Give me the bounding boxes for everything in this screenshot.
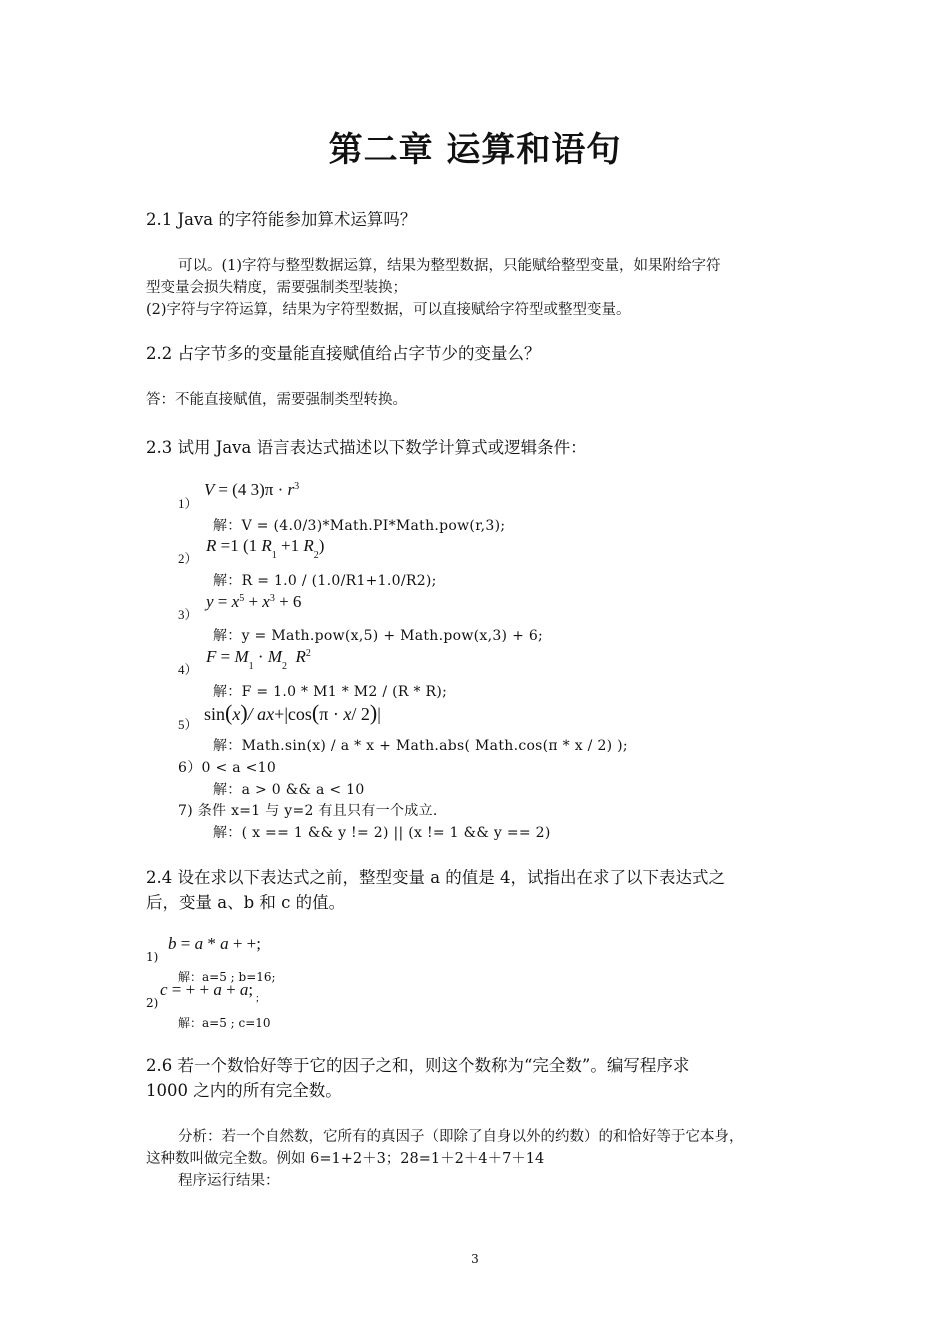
- item-number: 3）: [178, 607, 198, 622]
- item-6-condition: 6）0 < a <10: [178, 760, 277, 776]
- answer-2-1-line1: 可以。(1)字符与整型数据运算，结果为整型数据，只能赋给整型变量，如果附给字符: [178, 258, 721, 274]
- item-number: 2）: [178, 551, 198, 566]
- item-7-condition: 7) 条件 x=1 与 y=2 有且只有一个成立.: [178, 803, 438, 819]
- solution-4: 解：F = 1.0 * M1 * M2 / (R * R);: [213, 684, 448, 700]
- solution-3: 解：y = Math.pow(x,5) + Math.pow(x,3) + 6;: [213, 628, 544, 644]
- page-number: 3: [471, 1252, 479, 1266]
- formula-pre-increment: c = + + a + a; $_;$: [160, 980, 259, 1004]
- item-number: 1）: [178, 496, 198, 511]
- item-number: 1): [146, 950, 159, 964]
- solution-2: 解：R = 1.0 / (1.0/R1+1.0/R2);: [213, 573, 437, 589]
- answer-2-1-line2: 型变量会损失精度，需要强制类型装换；: [146, 280, 407, 296]
- question-2-6-line2: 1000 之内的所有完全数。: [146, 1081, 342, 1100]
- formula-polynomial: $y = x^5 + x^3 + 6$: [206, 592, 302, 611]
- solution-1: 解：V = (4.0/3)*Math.PI*Math.pow(r,3);: [213, 518, 506, 534]
- solution-2-4-2: 解：a=5 ; c=10: [178, 1016, 271, 1030]
- answer-2-1-line3: (2)字符与字符运算，结果为字符型数据，可以直接赋给字符型或整型变量。: [146, 302, 631, 318]
- question-2-1: 2.1 Java 的字符能参加算术运算吗？: [146, 210, 417, 229]
- question-2-3: 2.3 试用 Java 语言表达式描述以下数学计算式或逻辑条件：: [146, 438, 587, 457]
- formula-volume: V = (4 $3)\pi \cdot r^3$: [204, 480, 300, 499]
- solution-7: 解：( x == 1 && y != 2) || (x != 1 && y == 2): [213, 825, 551, 841]
- formula-resistance: R =1 (1 $R_1 +1$ $R_2$): [206, 536, 325, 561]
- question-2-4-line1: 2.4 设在求以下表达式之前，整型变量 a 的值是 4，试指出在求了以下表达式之: [146, 868, 726, 887]
- answer-2-2: 答：不能直接赋值，需要强制类型转换。: [146, 392, 407, 408]
- chapter-title: 第二章 运算和语句: [328, 130, 622, 170]
- formula-force: $F = M_1 \cdot M_2$ $R^2$: [206, 647, 311, 672]
- solution-2-4-1: 解：a=5 ; b=16;: [178, 970, 276, 984]
- solution-6: 解：a > 0 && a < 10: [213, 782, 365, 798]
- question-2-4-line2: 后，变量 a、b 和 c 的值。: [146, 893, 346, 912]
- analysis-line1: 分析：若一个自然数，它所有的真因子（即除了自身以外的约数）的和恰好等于它本身，: [178, 1129, 744, 1145]
- question-2-2: 2.2 占字节多的变量能直接赋值给占字节少的变量么？: [146, 344, 541, 363]
- item-number: 4）: [178, 662, 198, 677]
- formula-post-increment: b = a * a + +;: [168, 934, 261, 953]
- item-number: 2): [146, 996, 159, 1010]
- program-result-label: 程序运行结果：: [178, 1173, 280, 1189]
- question-2-6-line1: 2.6 若一个数恰好等于它的因子之和，则这个数称为“完全数”。编写程序求: [146, 1056, 690, 1075]
- item-number: 5）: [178, 717, 198, 732]
- solution-5: 解：Math.sin(x) / a * x + Math.abs( Math.cos(π * x / 2) );: [213, 738, 628, 754]
- analysis-line2: 这种数叫做完全数。例如 6=1+2＋3；28=1＋2＋4＋7＋14: [146, 1151, 545, 1167]
- formula-trig: sin(x)/ ax+|cos(π · x/ 2)|: [204, 700, 381, 725]
